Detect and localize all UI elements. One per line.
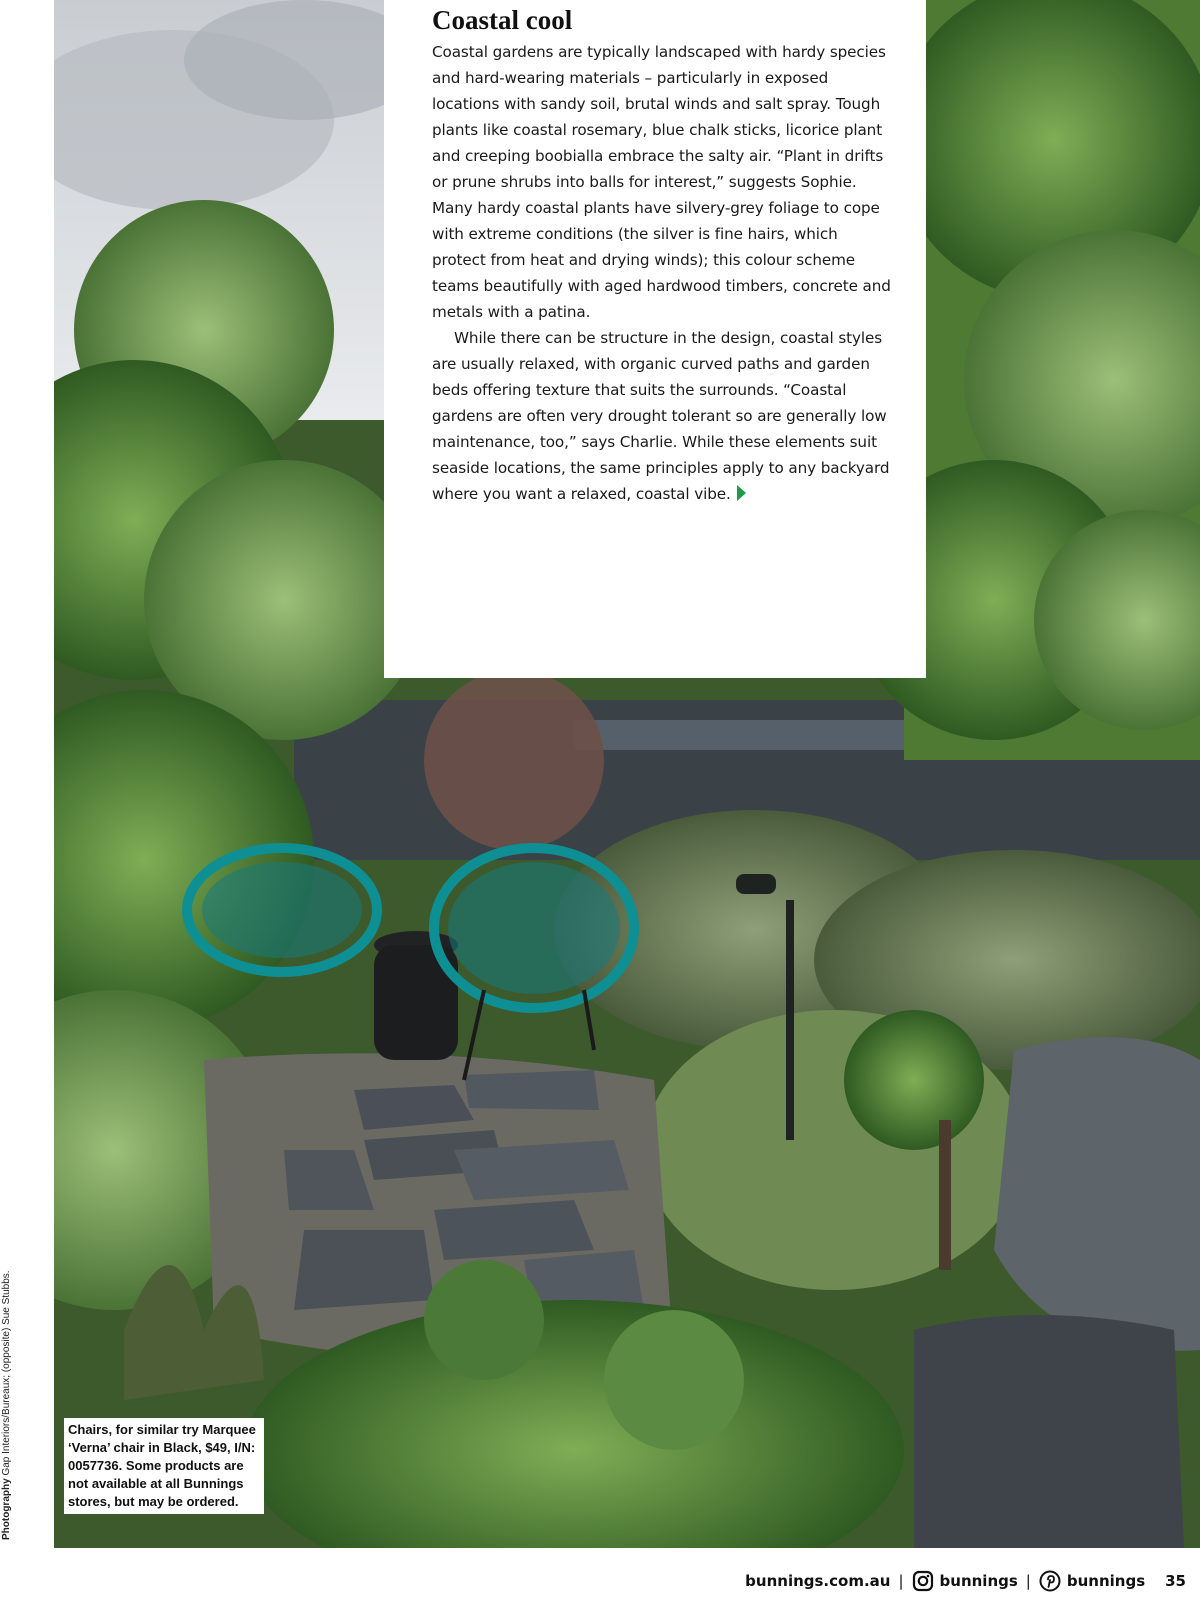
pinterest-icon[interactable]	[1039, 1570, 1061, 1592]
credit-text: Gap Interiors/Bureaux; (opposite) Sue Stubbs.	[1, 1270, 12, 1479]
page-footer	[745, 1567, 1186, 1595]
footer-separator-1: |	[898, 1572, 904, 1590]
footer-instagram-handle[interactable]: bunnings	[939, 1572, 1018, 1590]
article-text-box	[384, 0, 926, 678]
article-paragraph-1: Coastal gardens are typically landscaped with hardy species and hard-wearing materials – particularly in exposed locations with sandy soil, brutal winds and salt spray. Tough plants like coastal rosemary, blue chalk sticks, licorice plant and creeping boobialla embrace the salty air. “Plant in drifts or prune shrubs into balls for interest,” suggests Sophie. Many hardy coastal plants have silvery-grey foliage to cope with extreme conditions (the silver is fine hairs, which protect from heat and drying winds); this colour scheme teams beautifully with aged hardwood timbers, concrete and metals with a patina.	[432, 43, 891, 321]
caption-bold-word: chair	[113, 1440, 145, 1455]
article-heading: Coastal cool	[432, 5, 573, 35]
caption-text-2: in Black, $49, I/N: 0057736. Some products are not available at all Bunnings stores, but may be ordered.	[68, 1440, 256, 1509]
footer-separator-2: |	[1025, 1572, 1031, 1590]
continue-arrow-icon	[737, 485, 746, 501]
article-paragraph-2-text: While there can be structure in the design, coastal styles are usually relaxed, with organic curved paths and garden beds offering texture that suits the surrounds. “Coastal gardens are often very drought tolerant so are generally low maintenance, too,” says Charlie. While these elements suit seaside locations, the same principles apply to any backyard where you want a relaxed, coastal vibe.	[432, 329, 890, 503]
credit-label: Photography	[1, 1478, 12, 1540]
footer-website-link[interactable]: bunnings.com.au	[745, 1572, 891, 1590]
photo-credit	[0, 1200, 14, 1540]
caption-text-1: Chairs, for similar try Marquee ‘Verna’	[68, 1422, 256, 1455]
instagram-icon[interactable]	[912, 1570, 934, 1592]
page-number: 35	[1165, 1572, 1186, 1590]
photo-caption	[64, 1418, 264, 1514]
footer-pinterest-handle[interactable]: bunnings	[1066, 1572, 1146, 1590]
article-paragraph-2	[432, 325, 896, 507]
